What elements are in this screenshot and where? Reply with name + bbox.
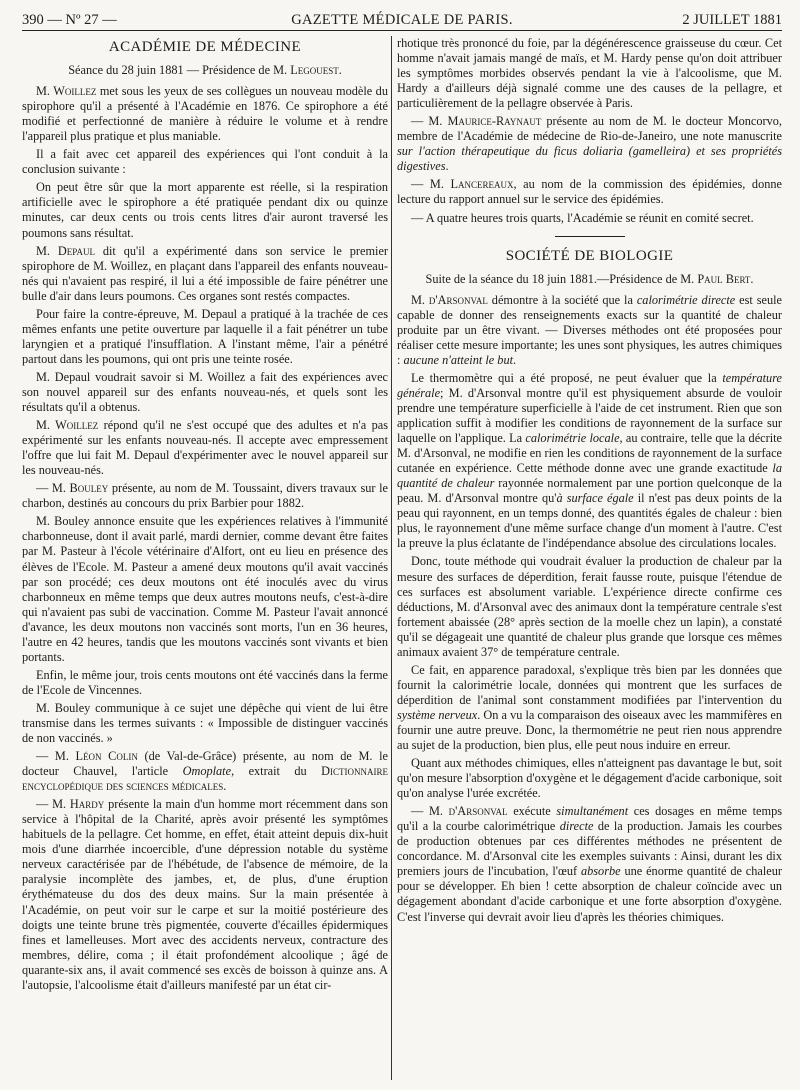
paragraph: Il a fait avec cet appareil des expériences qui l'ont conduit à la conclusion suivante : xyxy=(22,147,388,177)
paragraph: Le thermomètre qui a été proposé, ne peut évaluer que la température générale; M. d'Arsonval montre qu'il est physiquement absurde de vouloir prendre une température superficielle à l'aide de cet instrument. Rien que son application suffit à modifier les conditions de rayonnement de la surface sur laquelle on l'applique. La calorimétrie locale, au contraire, telle que la décrite M. d'Arsonval, ne modifie en rien les conditions de rayonnement de la surface cutanée en expérience. Cette méthode donne avec une grande exactitude la quantité de chaleur rayonnée normalement par une portion quelconque de la peau. M. d'Arsonval montre qu'à surface égale il n'est pas deux points de la peau qui rayonnent, en un temps donné, des quantités égales de chaleur : bien plus, le rayonnement d'une même surface change d'un moment à l'autre. C'est la preuve la plus éclatante de l'indépendance absolue des circulations locales. xyxy=(397,370,782,551)
paragraph: Donc, toute méthode qui voudrait évaluer la production de chaleur par la mesure des surfaces de déperdition, ferait fausse route, puisque l'étendue de ces surfaces est absolument variable. L'expérience directe confirme ces déductions, M. d'Arsonval avec des animaux dont la température centrale s'est fortement abaissée (28° après section de la moelle chez un lapin), a constaté qu'il se dégageait une quantité de chaleur plus grande que lorsque ces mêmes animaux avaient 37° de température centrale. xyxy=(397,554,782,659)
paragraph: — M. d'Arsonval exécute simultanément ces dosages en même temps qu'il a la courbe calorimétrique directe de la production. Jamais les courbes de production obtenues par ces différentes méthodes ne présentent de concordance. M. d'Arsonval cite les exemples suivants : Ainsi, durant les dix premiers jours de l'incubation, l'œuf absorbe une énorme quantité de chaleur pour se développer. Eh bien ! cette absorption de chaleur coïncide avec un dégagement abondant d'acide carbonique et une forte absorption d'oxygène. C'est l'inverse qui devrait avoir lieu d'après les théories chimiques. xyxy=(397,804,783,924)
paragraph: — M. Maurice-Raynaut présente au nom de M. le docteur Moncorvo, membre de l'Académie de médecine de Rio-de-Janeiro, une note manuscrite sur l'action thérapeutique du ficus doliaria (gamelleira) et ses propriétés digestives. xyxy=(397,114,782,174)
page-number: 390 — Nº 27 — xyxy=(22,12,117,28)
paragraph: — M. Bouley présente, au nom de M. Toussaint, divers travaux sur le charbon, destinés au concours du prix Barbier pour 1882. xyxy=(22,481,388,511)
columns xyxy=(22,36,782,1090)
paragraph: M. Depaul dit qu'il a expérimenté dans son service le premier spirophore de M. Woillez, en plaçant dans l'appareil des enfants nouveau-nés qui n'avaient pas respiré, il lui a été impossible de faire pénétrer une bulle d'air dans leurs poumons. Ces organes sont restés compactes. xyxy=(22,243,388,303)
paragraph: Enfin, le même jour, trois cents moutons ont été vaccinés dans la ferme de l'Ecole de Vincennes. xyxy=(22,667,388,697)
issue-date: 2 JUILLET 1881 xyxy=(682,12,782,28)
paragraph: — A quatre heures trois quarts, l'Académie se réunit en comité secret. xyxy=(411,210,754,225)
seance-line: Suite de la séance du 18 juin 1881.—Présidence de M. Paul Bert. xyxy=(425,271,754,286)
paragraph: Ce fait, en apparence paradoxal, s'explique très bien par les données que fournit la calorimétrie locale, données qui montrent que les surfaces de déperdition de l'animal sont constamment modifiées par l'intervention du système nerveux. On a vu la comparaison des oiseaux avec les mammifères en fournir une autre preuve. Donc, la thermométrie ne peut rien nous apprendre au sujet de la production, bien plus, elle peut nous induire en erreur. xyxy=(397,662,782,753)
paragraph: — M. Léon Colin (de Val-de-Grâce) présente, au nom de M. le docteur Chauvel, l'article Omoplate, extrait du Dictionnaire encyclopédique des sciences médicales. xyxy=(22,749,388,794)
section-heading-biologie: SOCIÉTÉ DE BIOLOGIE xyxy=(505,247,674,264)
left-column xyxy=(22,36,388,996)
paragraph: rhotique très prononcé du foie, par la dégénérescence graisseuse du cœur. Cet homme n'avait jamais mangé de maïs, et M. Hardy pense qu'on doit attribuer les symptômes morbides observés pendant la vie à l'alcoolisme, que M. Hardy a d'ailleurs déjà signalé comme une des causes de la pellagre, et particulièrement de la pellagre observée à Paris. xyxy=(397,36,782,111)
seance-line: Séance du 28 juin 1881 — Présidence de M. Legouest. xyxy=(68,63,342,78)
paragraph: M. d'Arsonval démontre à la société que la calorimétrie directe est seule capable de donner des renseignements exacts sur la quantité de chaleur produite par un être vivant. — Diverses méthodes ont été proposées pour réaliser cette mesure importante; les unes sont physiques, les autres chimiques : aucune n'atteint le but. xyxy=(397,292,782,367)
paragraph: — M. Hardy présente la main d'un homme mort récemment dans son service à l'hôpital de la Charité, après avoir présenté les symptômes habituels de la pellagre. Cet homme, en effet, était atteint depuis dix-huit mois d'une diarrhée incoercible, d'une dépression notable du système nerveux caractérisée par de l'hébétude, de l'absence de mémoire, de la paralysie incomplète des jambes, et, de plus, d'une éruption érythémateuse du dos des deux mains. Sur la main présentée à l'Académie, on peut voir sur le carpe et sur la moitié postérieure des doigts une teinte brune très pigmentée, couverte d'écailles épidermiques fines et lamelleuses. Mort avec des accidents nerveux, contracture des membres, délire, coma ; il était profondément alcoolique ; âgé de quarante-six ans, il avait commencé ses excès de boisson à quinze ans. A l'autopsie, l'alcoolisme était d'ailleurs manifesté par un état cir- xyxy=(22,797,388,992)
section-separator xyxy=(555,236,625,237)
right-column xyxy=(397,36,782,928)
journal-title: GAZETTE MÉDICALE DE PARIS. xyxy=(291,12,513,28)
paragraph: — M. Lancereaux, au nom de la commission des épidémies, donne lecture du rapport annuel sur le service des épidémies. xyxy=(397,177,782,207)
paragraph: M. Woillez répond qu'il ne s'est occupé que des adultes et n'a pas expérimenté sur les enfants nouveau-nés. Il accepte avec empressement l'offre que lui fait M. Depaul d'expérimenter avec le nouvel appareil sur les nouveau-nés. xyxy=(22,418,388,478)
column-divider xyxy=(391,36,392,1080)
paragraph: M. Bouley annonce ensuite que les expériences relatives à l'immunité charbonneuse, dont il avait parlé, mardi dernier, comme devant être faites par M. Pasteur à l'école vétérinaire d'Alfort, ont eu lieu en présence des élèves de l'Ecole. M. Pasteur a amené deux moutons qu'il avait vaccinés par son procédé; ces deux moutons ont été inoculés avec du virus charbonneux en même temps que deux autres moutons neufs, c'est-à-dire qui n'avaient pas subi de vaccination. Comme M. Pasteur l'avait annoncé d'avance, les deux moutons non vaccinés sont morts, l'un en 36 heures, l'autre en 42 heures, tandis que les moutons vaccinés sont vivants et bien portants. xyxy=(22,514,388,664)
paragraph: Quant aux méthodes chimiques, elles n'atteignent pas davantage le but, soit qu'on mesure l'absorption d'oxygène et le dégagement d'acide carbonique, soit qu'on analyse l'urée excrétée. xyxy=(397,756,782,801)
paragraph: On peut être sûr que la mort apparente est réelle, si la respiration artificielle avec le spirophore a été pratiquée pendant dix ou quinze minutes, car deux cents ou trois cents litres d'air auront traversé les poumons sans résultat. xyxy=(22,180,388,240)
paragraph: M. Depaul voudrait savoir si M. Woillez a fait des expériences avec son nouvel appareil sur des enfants nouveau-nés, et quels sont les résultats qu'il a obtenus. xyxy=(22,369,388,415)
paragraph: Pour faire la contre-épreuve, M. Depaul a pratiqué à la trachée de ces mêmes enfants une petite ouverture par laquelle il a fait pénétrer un tube laryngien et a pratiqué l'insufflation. A l'instant même, l'air a pénétré partout dans les poumons, qui ont pris une teinte rosée. xyxy=(22,306,388,366)
paragraph: M. Woillez met sous les yeux de ses collègues un nouveau modèle du spirophore qu'il a présenté à l'Académie en 1876. Ce spirophore a été modifié et perfectionné de manière à réduire le volume et à rendre l'appareil plus pratique et plus maniable. xyxy=(22,84,388,144)
paragraph: M. Bouley communique à ce sujet une dépêche qui vient de lui être transmise dans les termes suivants : « Impossible de distinguer vaccinés de non vaccinés. » xyxy=(22,700,388,746)
section-heading-academie: ACADÉMIE DE MÉDECINE xyxy=(108,39,302,55)
masthead xyxy=(22,8,782,31)
